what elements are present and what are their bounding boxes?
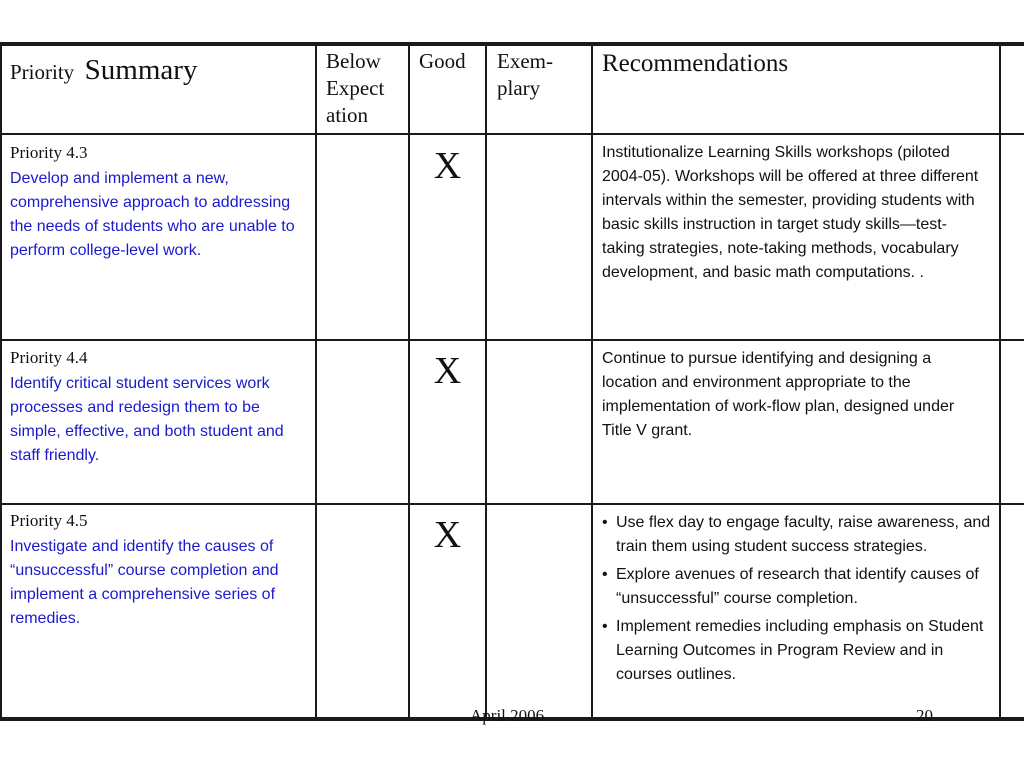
header-exem-line: Exem- — [497, 49, 553, 73]
header-good: Good — [419, 49, 466, 73]
priority-summary-table — [0, 42, 1024, 720]
recommendation-bullet — [602, 511, 992, 559]
priority-description: Develop and implement a new, comprehensive approach to addressing the needs of students who are unable to perform college-level work. — [10, 170, 295, 259]
table-top-border — [0, 42, 1024, 46]
header-priority-label: Priority — [10, 60, 75, 84]
bullet-icon: • — [602, 566, 608, 583]
priority-label: Priority 4.3 — [10, 143, 88, 162]
header-below-expectation — [326, 48, 384, 129]
column-divider — [999, 42, 1001, 721]
bullet-text: Explore avenues of research that identify causes of “unsuccessful” course completion. — [616, 566, 979, 607]
priority-label: Priority 4.5 — [10, 511, 88, 530]
priority-cell — [10, 348, 310, 468]
good-rating-mark: X — [433, 145, 462, 187]
priority-cell — [10, 511, 310, 631]
recommendation-bullet — [602, 615, 992, 687]
bullet-text: Use flex day to engage faculty, raise awareness, and train them using student success strategies. — [616, 514, 991, 555]
column-divider — [315, 42, 317, 721]
footer-page-number: 20 — [916, 706, 933, 725]
recommendation-text: Institutionalize Learning Skills workshops (piloted 2004-05). Workshops will be offered at three different intervals within the semester, providing students with basic skills instruction in target study skills—test-taking strategies, note-taking methods, vocabulary development, and basic math computations. . — [602, 144, 979, 281]
header-expect-line: Expect — [326, 76, 385, 100]
row-divider — [0, 339, 1024, 341]
priority-cell — [10, 143, 310, 263]
footer-date: April 2006 — [470, 706, 545, 725]
bullet-icon: • — [602, 618, 608, 635]
header-exemplary — [497, 48, 553, 102]
recommendation-bullet — [602, 563, 992, 611]
good-rating-mark: X — [433, 514, 462, 556]
header-summary-label: Summary — [84, 54, 198, 86]
bullet-icon: • — [602, 514, 608, 531]
header-recommendations: Recommendations — [602, 50, 789, 77]
recommendation-text: Continue to pursue identifying and designing a location and environment appropriate to the implementation of work-flow plan, designed under Title V grant. — [602, 350, 955, 439]
column-divider — [591, 42, 593, 721]
header-below-line: Below — [326, 49, 381, 73]
column-divider — [0, 42, 2, 721]
bullet-text: Implement remedies including emphasis on Student Learning Outcomes in Program Review and in courses outlines. — [616, 618, 984, 683]
header-ation-line: ation — [326, 103, 368, 127]
header-priority-summary — [10, 54, 197, 87]
priority-description: Investigate and identify the causes of “unsuccessful” course completion and implement a comprehensive series of remedies. — [10, 538, 284, 627]
good-rating-mark: X — [433, 350, 462, 392]
priority-description: Identify critical student services work processes and redesign them to be simple, effective, and both student and staff friendly. — [10, 375, 284, 464]
recommendation-bullets — [602, 511, 992, 691]
row-divider — [0, 133, 1024, 135]
priority-label: Priority 4.4 — [10, 348, 88, 367]
column-divider — [485, 42, 487, 721]
header-plary-line: plary — [497, 76, 541, 100]
row-divider — [0, 503, 1024, 505]
